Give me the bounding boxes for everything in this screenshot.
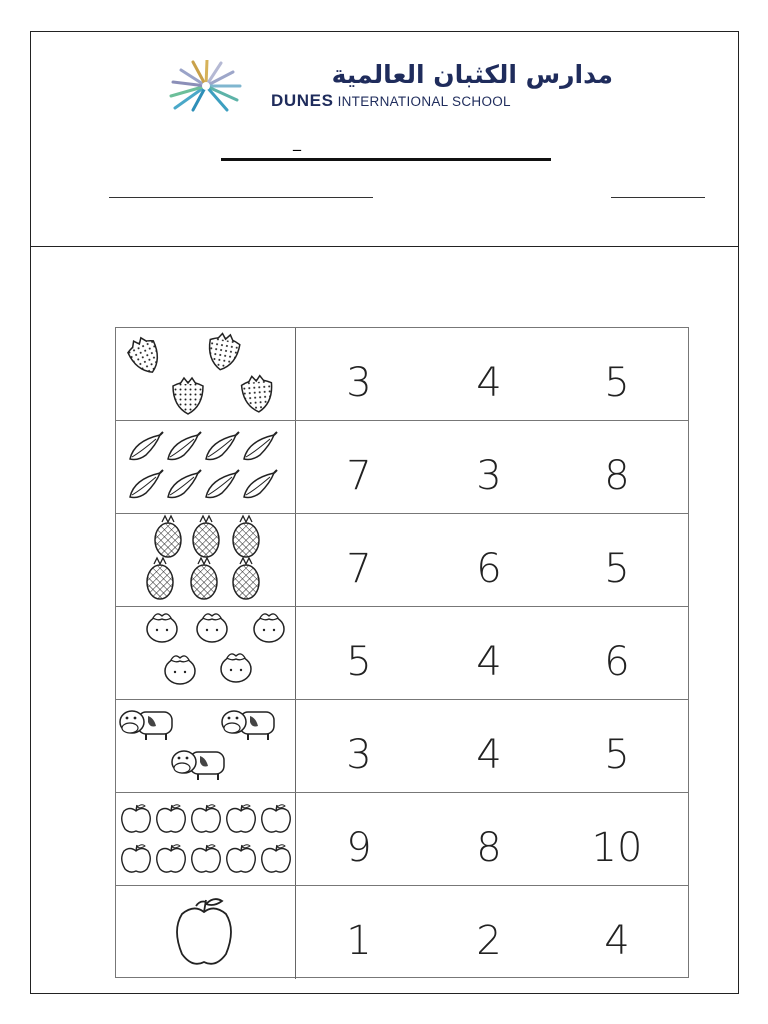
picture-cell <box>116 328 296 420</box>
answer-option-2[interactable]: 4 <box>476 639 502 685</box>
answer-option-2[interactable]: 4 <box>476 360 502 406</box>
cows-icon <box>116 700 296 792</box>
answer-option-1[interactable]: 7 <box>346 546 372 592</box>
picture-cell <box>116 793 296 885</box>
answer-option-1[interactable]: 3 <box>346 732 372 778</box>
mangosteens-icon <box>116 607 296 699</box>
apples-icon <box>116 793 296 885</box>
school-name-international: INTERNATIONAL SCHOOL <box>337 94 511 109</box>
bananas-icon <box>116 421 296 513</box>
answer-option-3[interactable]: 10 <box>591 825 643 871</box>
date-blank-line[interactable] <box>611 197 705 198</box>
table-row <box>116 886 688 979</box>
answer-option-1[interactable]: 1 <box>346 918 372 964</box>
school-name-dunes: DUNES <box>271 91 334 110</box>
picture-cell <box>116 421 296 513</box>
answer-option-2[interactable]: 2 <box>476 918 502 964</box>
answer-option-3[interactable]: 8 <box>604 453 630 499</box>
answer-option-2[interactable]: 3 <box>476 453 502 499</box>
school-name-english <box>271 91 511 111</box>
answer-option-1[interactable]: 9 <box>346 825 372 871</box>
answer-option-2[interactable]: 6 <box>476 546 502 592</box>
answer-option-3[interactable]: 6 <box>604 639 630 685</box>
title-mark: _ <box>293 132 301 151</box>
picture-cell <box>116 514 296 606</box>
answer-option-1[interactable]: 5 <box>346 639 372 685</box>
table-row <box>116 328 688 421</box>
answer-option-3[interactable]: 5 <box>604 546 630 592</box>
name-blank-line[interactable] <box>109 197 373 198</box>
sunburst-logo-icon <box>169 60 243 112</box>
title-underline <box>221 158 551 161</box>
table-row <box>116 421 688 514</box>
worksheet-header <box>31 32 738 247</box>
answer-option-1[interactable]: 7 <box>346 453 372 499</box>
school-logo <box>169 60 619 112</box>
answer-option-2[interactable]: 4 <box>476 732 502 778</box>
answer-option-2[interactable]: 8 <box>476 825 502 871</box>
answer-option-3[interactable]: 5 <box>604 360 630 406</box>
picture-cell <box>116 607 296 699</box>
answer-option-3[interactable]: 5 <box>604 732 630 778</box>
picture-cell <box>116 700 296 792</box>
pineapples-icon <box>116 514 296 606</box>
school-name-arabic: مدارس الكثبان العالمية <box>331 60 613 89</box>
table-row <box>116 700 688 793</box>
strawberries-icon <box>116 328 296 420</box>
answer-option-1[interactable]: 3 <box>346 360 372 406</box>
picture-cell <box>116 886 296 979</box>
table-row <box>116 793 688 886</box>
apple-icon <box>116 886 296 978</box>
answer-option-3[interactable]: 4 <box>604 918 630 964</box>
table-row <box>116 607 688 700</box>
table-row <box>116 514 688 607</box>
counting-table <box>115 327 689 978</box>
